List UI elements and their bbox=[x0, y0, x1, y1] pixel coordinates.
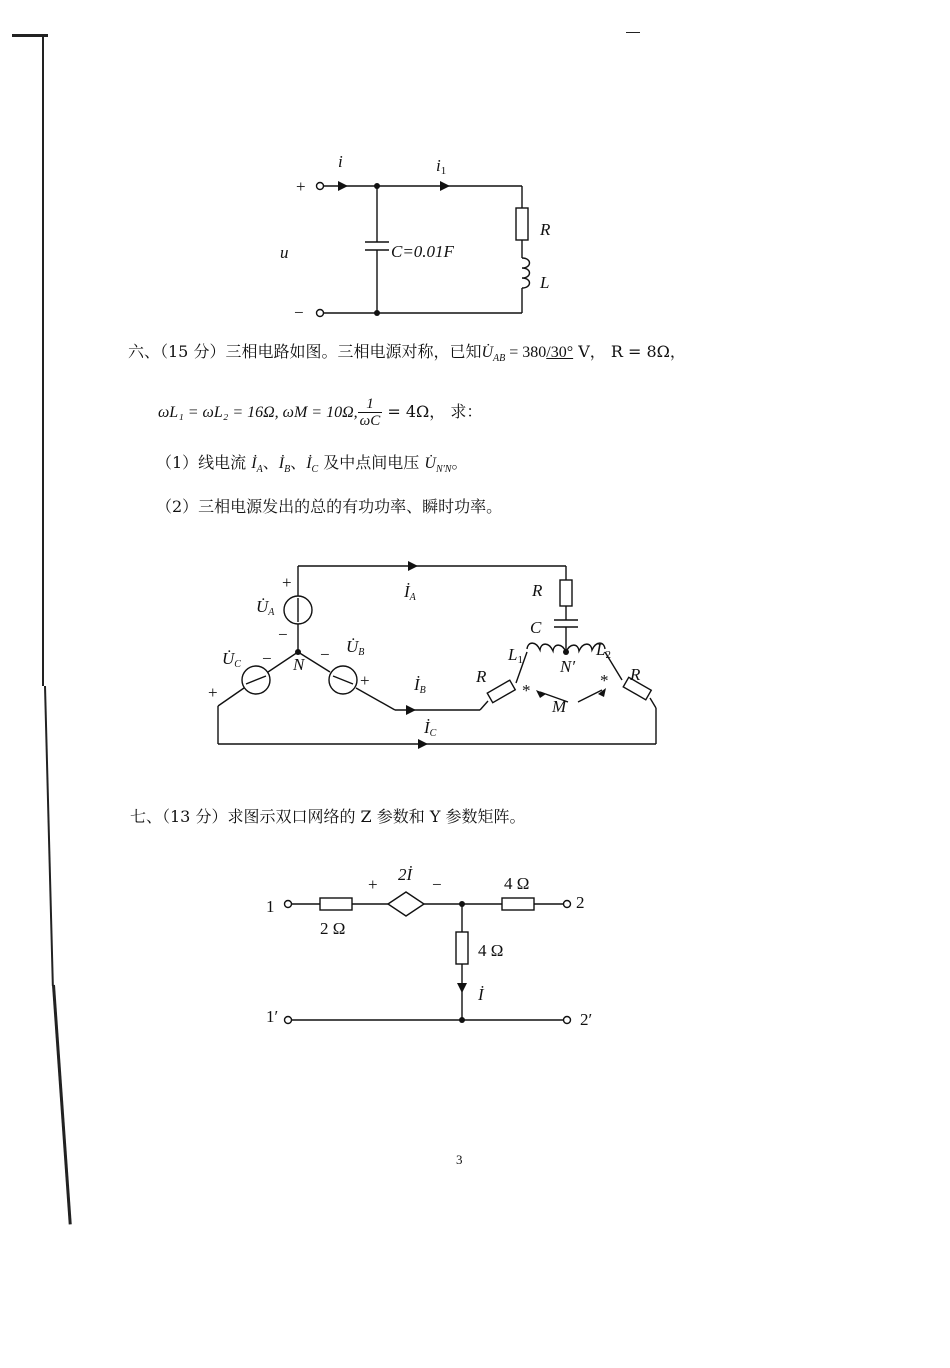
dep-plus: + bbox=[368, 875, 378, 894]
q7-line: 七、（13 分）求图示双口网络的 Z 参数和 Y 参数矩阵。 bbox=[130, 807, 526, 826]
current-i-label: i bbox=[338, 152, 343, 171]
ub-minus: − bbox=[320, 645, 330, 664]
q6-subquestion-2: （2）三相电源发出的总的有功功率、瞬时功率。 bbox=[156, 497, 503, 516]
ub-plus: + bbox=[360, 671, 370, 690]
unn-symbol: $U̇_{N'N}$ bbox=[424, 455, 452, 476]
neutral-n-label: N bbox=[293, 655, 305, 674]
l2-label: L2 bbox=[596, 640, 611, 661]
minus-terminal-label: − bbox=[294, 303, 304, 322]
port-1prime-label: 1′ bbox=[266, 1007, 279, 1026]
ua-label: U̇A bbox=[256, 597, 275, 618]
ib-label: İB bbox=[414, 675, 426, 696]
c-label: C bbox=[530, 618, 542, 637]
neutral-nprime-label: N′ bbox=[560, 657, 576, 676]
ic-label: İC bbox=[424, 718, 437, 739]
uab-symbol: $U̇_{AB}$ bbox=[481, 344, 506, 365]
page-number: 3 bbox=[456, 1152, 463, 1167]
uc-plus: + bbox=[208, 683, 218, 702]
plus-terminal-label: + bbox=[296, 177, 306, 196]
port-2-label: 2 bbox=[576, 893, 585, 912]
fraction-1-over-wc: $\frac{1}{\omega C}$ bbox=[359, 396, 381, 429]
ua-plus: + bbox=[282, 573, 292, 592]
resistor-r-label: R bbox=[540, 220, 551, 239]
dot-mark-left: * bbox=[522, 681, 531, 700]
resistor-4ohm-shunt-label: 4 Ω bbox=[478, 941, 504, 960]
ia-label: İA bbox=[404, 582, 416, 603]
port-2prime-label: 2′ bbox=[580, 1010, 593, 1029]
ib-symbol: $İ_B$ bbox=[278, 455, 291, 476]
ub-label: U̇B bbox=[346, 637, 365, 658]
l1-label: L1 bbox=[508, 645, 523, 666]
inductor-l-label: L bbox=[540, 273, 550, 292]
resistor-2ohm-label: 2 Ω bbox=[320, 919, 346, 938]
phase-angle: /30° bbox=[546, 344, 574, 361]
rb-label: R bbox=[476, 667, 487, 686]
port-1-label: 1 bbox=[266, 897, 275, 916]
dot-mark-right: * bbox=[600, 671, 609, 690]
uc-minus: − bbox=[262, 649, 272, 668]
ic-symbol: $İ_C$ bbox=[306, 455, 319, 476]
capacitor-label: C=0.01F bbox=[391, 242, 454, 261]
q6-line1: 六、（15 分）三相电路如图。三相电源对称，已知$U̇_{AB} = 380/30^\circ$ V， R = 8Ω， bbox=[128, 342, 686, 365]
current-i1-label: i1 bbox=[436, 156, 447, 177]
q6-subquestion-1: （1）线电流 $İ_A$、$İ_B$、$İ_C$ 及中点间电压 $U̇_{N'N}$。 bbox=[156, 453, 468, 476]
current-i-label: İ bbox=[478, 985, 484, 1004]
uc-label: U̇C bbox=[222, 649, 241, 670]
mutual-m-label: M bbox=[552, 697, 567, 716]
rc-label: R bbox=[630, 665, 641, 684]
dependent-source-label: 2İ bbox=[398, 865, 413, 884]
ra-label: R bbox=[532, 581, 543, 600]
q6-line2: ωL₁ = ωL₂ = 16Ω, ωM = 10Ω, $\frac{1}{\omega C}$ = 4Ω， 求： bbox=[158, 396, 483, 429]
ia-symbol: $İ_A$ bbox=[251, 455, 263, 476]
ua-minus: − bbox=[278, 625, 288, 644]
dep-minus: − bbox=[432, 875, 442, 894]
voltage-u-label: u bbox=[280, 243, 289, 262]
resistor-4ohm-series-label: 4 Ω bbox=[504, 874, 530, 893]
